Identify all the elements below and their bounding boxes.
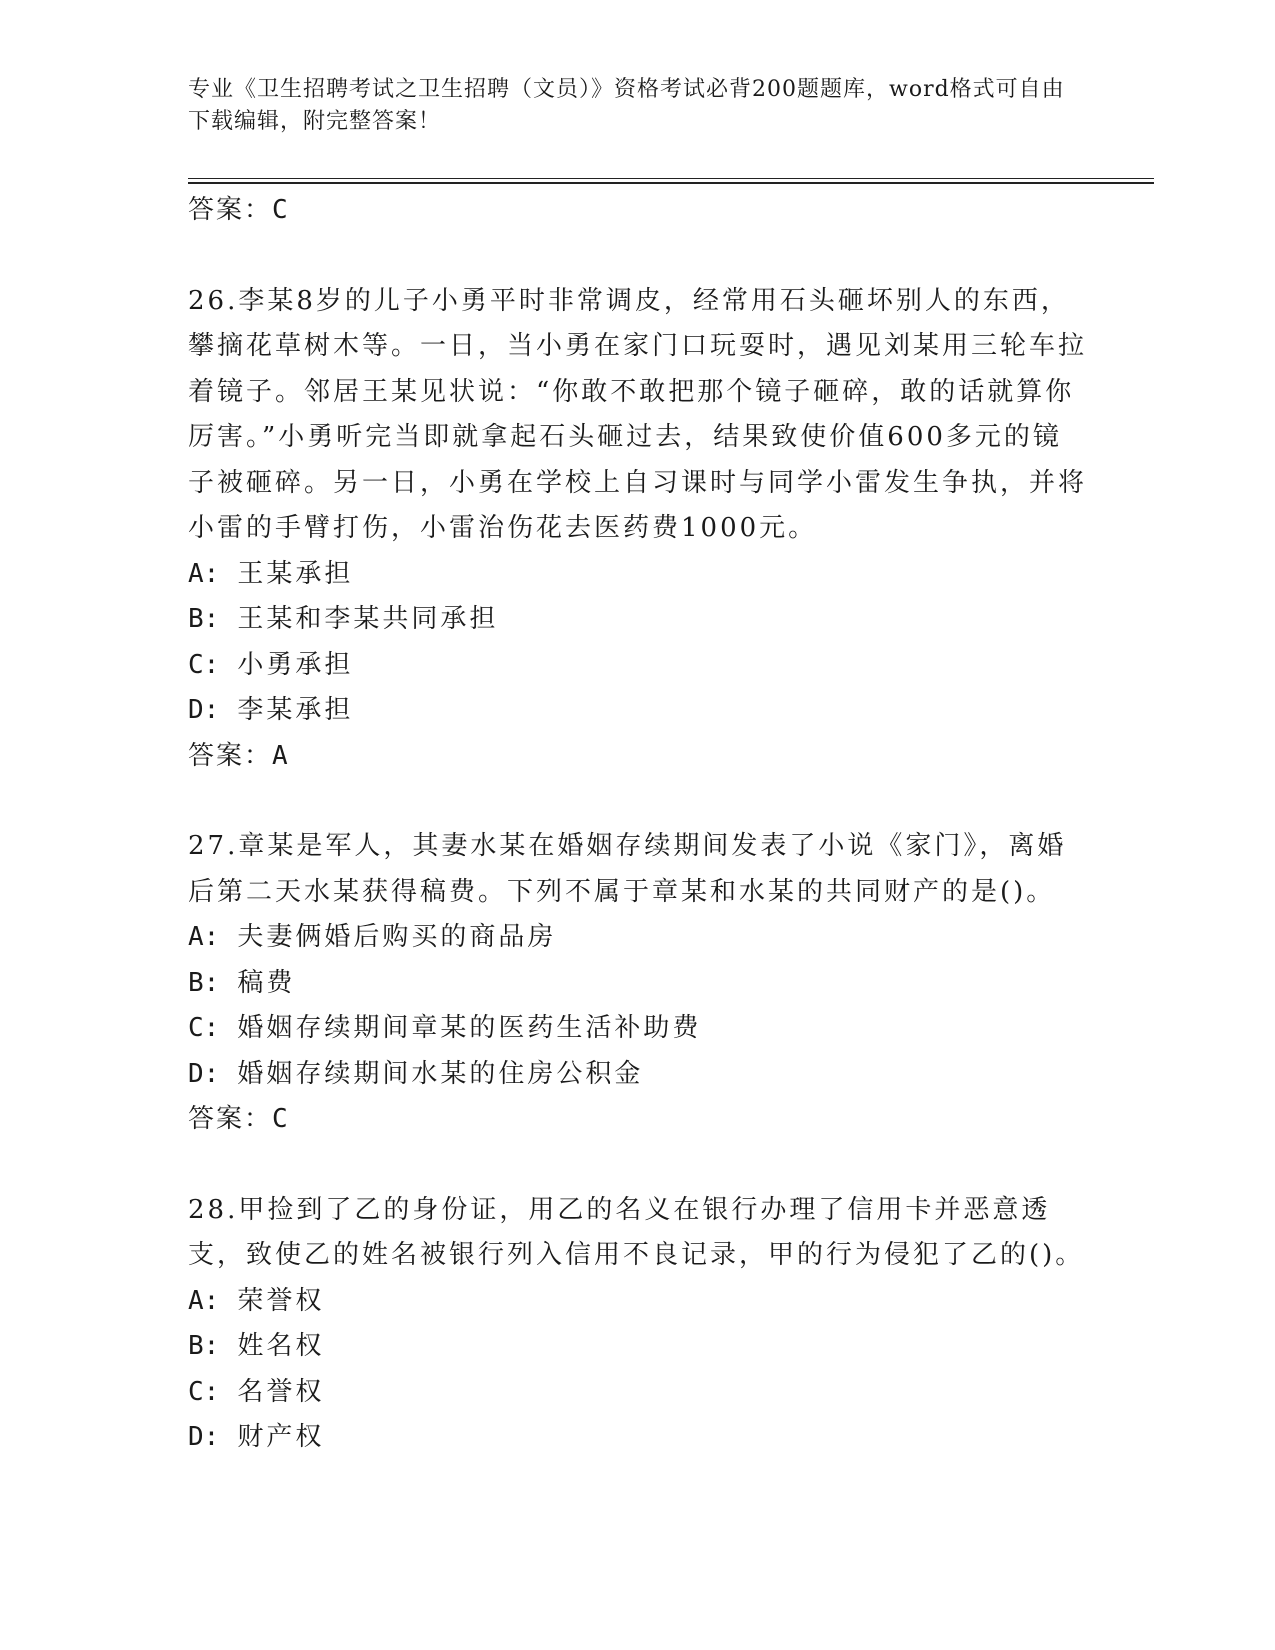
option-letter: D: xyxy=(188,1422,220,1452)
question-28 xyxy=(188,1188,1088,1461)
question-26 xyxy=(188,279,1088,780)
question-27 xyxy=(188,824,1088,1143)
answer-label: 答案： xyxy=(188,740,273,771)
option-letter: A: xyxy=(188,922,220,952)
option-b xyxy=(188,961,1088,1007)
option-letter: A: xyxy=(188,1285,220,1316)
option-letter: C: xyxy=(188,1013,220,1043)
option-c xyxy=(188,1006,1088,1052)
question-text: 26.李某8岁的儿子小勇平时非常调皮，经常用石头砸坏别人的东西，攀摘花草树木等。一日，当小勇在家门口玩耍时，遇见刘某用三轮车拉着镜子。邻居王某见状说：“你敢不敢把那个镜子砸碎，敢的话就算你厉害。”小勇听完当即就拿起石头砸过去，结果致使价值600多元的镜子被砸碎。另一日，小勇在学校上自习课时与同学小雷发生争执，并将小雷的手臂打伤，小雷治伤花去医药费1000元。 xyxy=(188,285,1088,543)
option-text: 婚姻存续期间章某的医药生活补助费 xyxy=(237,1013,702,1043)
option-text: 姓名权 xyxy=(237,1331,325,1361)
option-letter: C: xyxy=(188,1376,220,1407)
option-letter: D: xyxy=(188,1058,220,1089)
option-text: 稿费 xyxy=(237,967,296,998)
option-letter: B: xyxy=(188,604,220,634)
option-c xyxy=(188,1370,1088,1416)
answer-label: 答案： xyxy=(188,1104,273,1134)
question-text: 27.章某是军人，其妻水某在婚姻存续期间发表了小说《家门》，离婚后第二天水某获得稿费。下列不属于章某和水某的共同财产的是()。 xyxy=(188,831,1067,907)
option-text: 王某承担 xyxy=(237,558,354,589)
option-c xyxy=(188,643,1088,689)
answer-value: C xyxy=(272,195,288,225)
answer-value: C xyxy=(272,1104,288,1134)
question-text: 28.甲捡到了乙的身份证，用乙的名义在银行办理了信用卡并恶意透支，致使乙的姓名被银行列入信用不良记录，甲的行为侵犯了乙的()。 xyxy=(188,1194,1085,1270)
option-text: 名誉权 xyxy=(237,1376,325,1407)
answer-value: A xyxy=(272,740,288,771)
answer-label: 答案： xyxy=(188,195,273,225)
page-header xyxy=(188,74,1068,138)
option-text: 李某承担 xyxy=(237,695,354,725)
question-answer xyxy=(188,734,1088,780)
option-d xyxy=(188,688,1088,734)
option-d xyxy=(188,1052,1088,1098)
option-b xyxy=(188,1324,1088,1370)
header-text: 专业《卫生招聘考试之卫生招聘（文员）》资格考试必背200题题库，word格式可自由下载编辑，附完整答案！ xyxy=(188,77,1065,134)
option-letter: B: xyxy=(188,967,220,998)
previous-answer xyxy=(188,188,1088,234)
option-letter: D: xyxy=(188,695,220,725)
option-text: 婚姻存续期间水某的住房公积金 xyxy=(237,1058,644,1089)
option-a xyxy=(188,915,1088,961)
option-text: 王某和李某共同承担 xyxy=(237,604,499,634)
option-text: 荣誉权 xyxy=(237,1285,325,1316)
option-text: 财产权 xyxy=(237,1422,325,1452)
option-letter: C: xyxy=(188,649,220,680)
option-a xyxy=(188,1279,1088,1325)
option-text: 小勇承担 xyxy=(237,649,354,680)
header-rule-thin xyxy=(188,178,1154,179)
option-letter: B: xyxy=(188,1331,220,1361)
option-list xyxy=(188,1279,1088,1461)
option-letter: A: xyxy=(188,558,220,589)
option-list xyxy=(188,552,1088,734)
question-answer xyxy=(188,1097,1088,1143)
document-body xyxy=(188,188,1088,1461)
option-text: 夫妻俩婚后购买的商品房 xyxy=(237,922,557,952)
option-list xyxy=(188,915,1088,1097)
option-b xyxy=(188,597,1088,643)
header-rule-thick xyxy=(188,182,1154,184)
option-d xyxy=(188,1415,1088,1461)
option-a xyxy=(188,552,1088,598)
